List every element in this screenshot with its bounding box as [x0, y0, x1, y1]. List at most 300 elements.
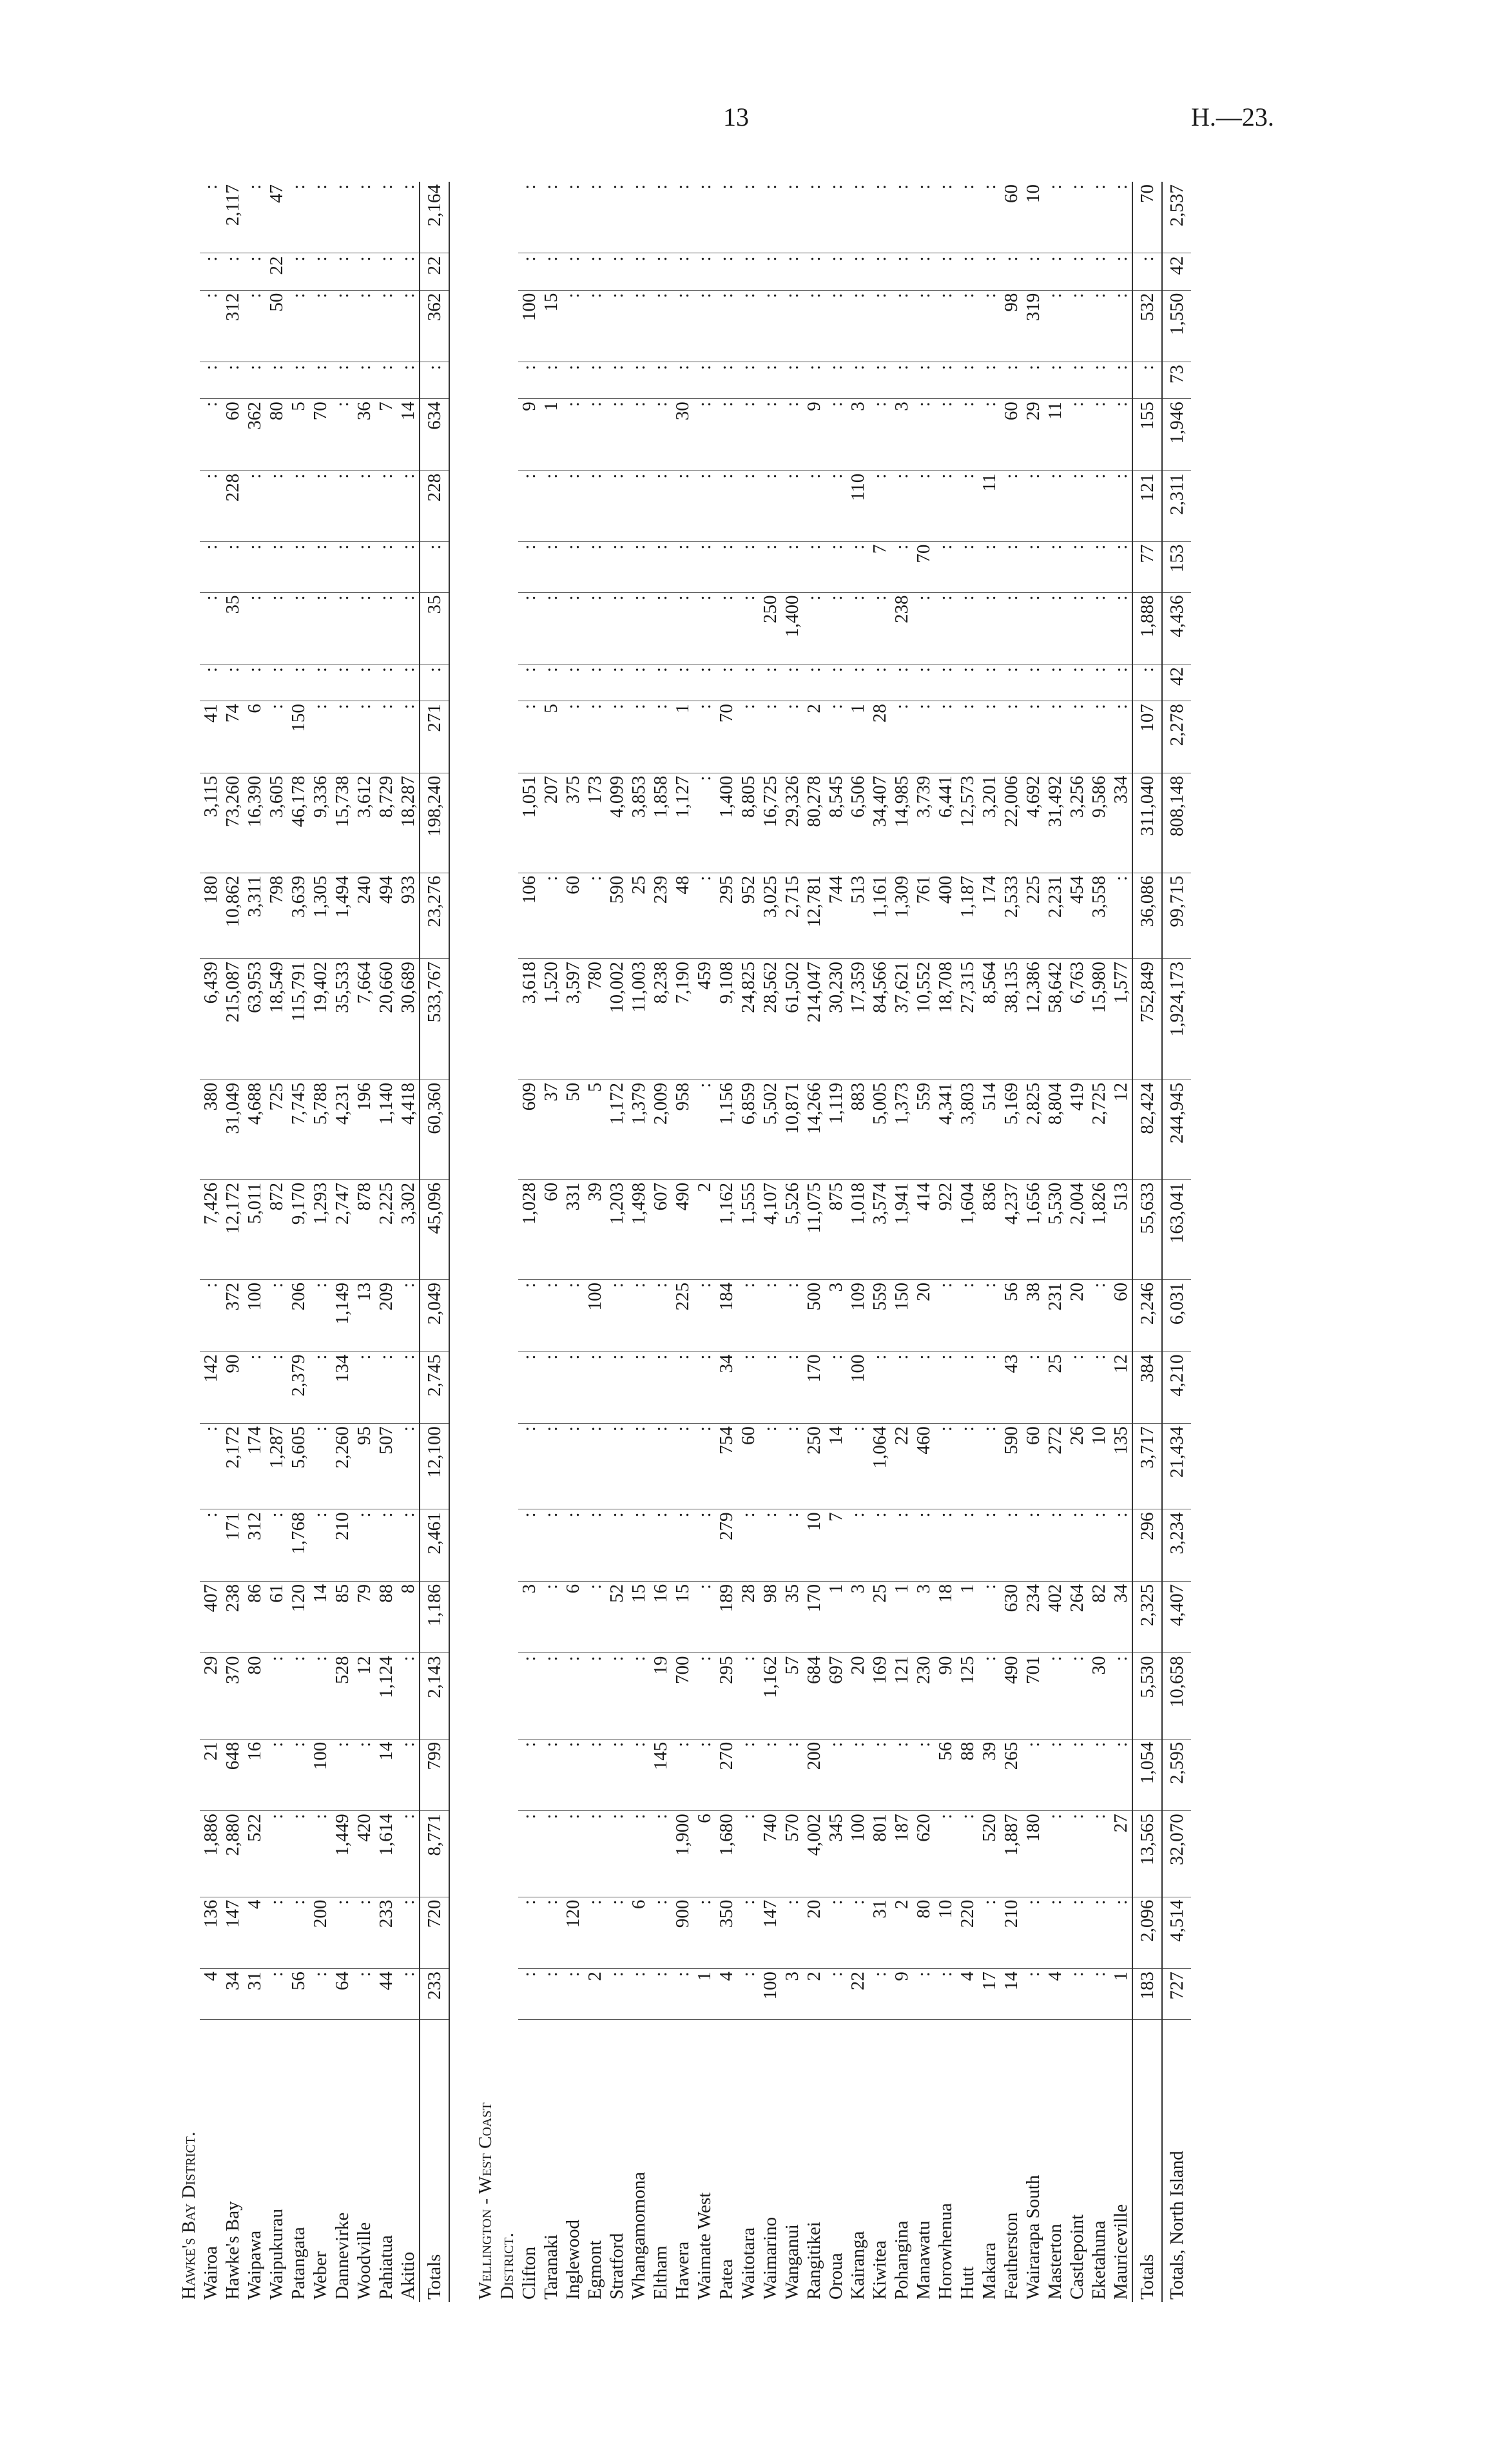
table-cell: 20 [1066, 1280, 1088, 1352]
table-row [353, 182, 375, 2302]
table-cell: : [825, 592, 847, 664]
table-cell: 3 [825, 1280, 847, 1352]
table-cell: 6,031 [1162, 1280, 1191, 1352]
table-cell: 10,002 [606, 959, 628, 1080]
table-cell: 56 [287, 1969, 309, 2020]
table-cell: 155 [1132, 399, 1162, 471]
table-cell: 1,400 [781, 592, 803, 664]
table-cell: 80 [244, 1653, 266, 1739]
table-cell: : [309, 1969, 331, 2020]
table-cell: 187 [891, 1811, 913, 1897]
table-cell: 1,162 [715, 1179, 737, 1279]
table-cell: 34 [222, 1969, 244, 2020]
table-cell: : [803, 182, 825, 253]
table-cell: 60 [1000, 399, 1022, 471]
table-cell: 15 [540, 290, 562, 362]
table-cell: : [693, 664, 715, 701]
table-cell: 2,825 [1022, 1080, 1044, 1179]
table-cell: 34,407 [869, 773, 891, 873]
table-cell: : [891, 253, 913, 290]
table-cell: : [737, 1653, 759, 1739]
table-cell: : [935, 664, 956, 701]
table-cell: : [825, 701, 847, 773]
table-cell: : [693, 1653, 715, 1739]
table-cell: : [1110, 182, 1132, 253]
table-cell: 210 [331, 1509, 353, 1582]
table-cell: : [1110, 1739, 1132, 1811]
table-cell: 922 [935, 1179, 956, 1279]
table-cell: : [869, 1739, 891, 1811]
table-cell: 150 [891, 1280, 913, 1352]
table-cell: : [375, 253, 397, 290]
table-cell: 7,664 [353, 959, 375, 1080]
table-cell: : [222, 253, 244, 290]
table-cell: 47 [266, 182, 287, 253]
table-cell: : [584, 592, 606, 664]
table-cell: : [244, 182, 266, 253]
table-cell: : [266, 1811, 287, 1897]
row-label: Hawera [672, 2241, 693, 2300]
table-cell: 238 [222, 1581, 244, 1653]
table-cell: 70 [715, 701, 737, 773]
table-cell: : [978, 1509, 1000, 1582]
table-cell: : [628, 1352, 650, 1424]
row-label: Pahiatua [376, 2235, 396, 2300]
table-cell: : [737, 701, 759, 773]
table-cell: 56 [1000, 1280, 1022, 1352]
table-cell: : [1000, 470, 1022, 541]
table-cell: : [518, 1653, 540, 1739]
table-cell: 1 [956, 1581, 978, 1653]
table-cell: : [353, 1352, 375, 1424]
row-label: Stratford [606, 2233, 627, 2300]
table-cell: 12,172 [222, 1179, 244, 1279]
table-cell: 8,564 [978, 959, 1000, 1080]
table-cell: 27,315 [956, 959, 978, 1080]
table-cell: : [266, 1739, 287, 1811]
table-cell: 18,549 [266, 959, 287, 1080]
table-cell: : [1088, 1280, 1110, 1352]
table-cell: 10 [803, 1509, 825, 1582]
table-cell: 88 [956, 1739, 978, 1811]
table-cell: 2,461 [420, 1509, 449, 1582]
table-cell: 170 [803, 1352, 825, 1424]
table-cell: 3,739 [913, 773, 935, 873]
table-cell: : [200, 664, 222, 701]
table-cell: 200 [803, 1739, 825, 1811]
table-cell: : [562, 664, 584, 701]
table-cell: : [1088, 1509, 1110, 1582]
table-cell: : [540, 362, 562, 399]
table-cell: : [331, 399, 353, 471]
table-cell: 1,161 [869, 873, 891, 958]
table-cell: : [584, 1509, 606, 1582]
table-cell: : [244, 290, 266, 362]
table-cell: 4 [1044, 1969, 1066, 2020]
table-row [200, 182, 222, 2302]
table-cell: : [715, 290, 737, 362]
table-row [1044, 182, 1066, 2302]
table-cell: : [1110, 664, 1132, 701]
table-cell: 50 [266, 290, 287, 362]
table-cell: : [353, 592, 375, 664]
table-cell: 79 [353, 1581, 375, 1653]
table-cell: 752,849 [1132, 959, 1162, 1080]
table-cell: 57 [781, 1653, 803, 1739]
table-cell: : [803, 592, 825, 664]
table-cell: 73 [1162, 362, 1191, 399]
table-cell: : [266, 1969, 287, 2020]
table-cell: 3 [913, 1581, 935, 1653]
page-number: 13 [723, 102, 749, 131]
table-cell: 1,127 [672, 773, 693, 873]
table-cell: 22,006 [1000, 773, 1022, 873]
table-cell: 4,407 [1162, 1581, 1191, 1653]
table-cell: : [540, 1424, 562, 1509]
table-cell: : [353, 541, 375, 592]
table-cell: : [803, 290, 825, 362]
table-cell: : [1132, 253, 1162, 290]
table-cell: : [309, 1424, 331, 1509]
table-cell: : [781, 541, 803, 592]
table-cell: 39 [978, 1739, 1000, 1811]
table-cell: : [825, 182, 847, 253]
table-cell: 8,238 [650, 959, 672, 1080]
row-label: Patangata [288, 2227, 309, 2300]
table-cell: : [956, 253, 978, 290]
table-cell: : [244, 664, 266, 701]
table-row [781, 182, 803, 2302]
table-row [287, 182, 309, 2302]
table-cell: 1,054 [1132, 1739, 1162, 1811]
table-cell: 2,164 [420, 182, 449, 253]
table-cell: 634 [420, 399, 449, 471]
table-cell: : [518, 592, 540, 664]
table-cell: 2,225 [375, 1179, 397, 1279]
table-cell: : [737, 592, 759, 664]
table-cell: : [693, 290, 715, 362]
row-label: Weber [310, 2251, 331, 2300]
table-cell: 12 [1110, 1080, 1132, 1179]
row-label: Hawke's Bay District. [179, 2131, 199, 2300]
table-cell: 18,287 [397, 773, 420, 873]
table-cell: 99,715 [1162, 873, 1191, 958]
table-cell: : [781, 1352, 803, 1424]
table-cell: : [913, 1352, 935, 1424]
table-cell: : [1088, 182, 1110, 253]
table-cell: 28,562 [759, 959, 781, 1080]
table-cell: : [331, 664, 353, 701]
table-cell: : [200, 1280, 222, 1352]
table-cell: 700 [672, 1653, 693, 1739]
table-cell: 2,049 [420, 1280, 449, 1352]
table-cell: : [562, 1969, 584, 2020]
row-label: Hutt [957, 2266, 978, 2300]
table-cell: : [956, 592, 978, 664]
table-cell: : [266, 362, 287, 399]
table-cell: : [200, 182, 222, 253]
table-cell: : [891, 701, 913, 773]
table-row [584, 182, 606, 2302]
table-cell: 6 [562, 1581, 584, 1653]
table-cell: 2,260 [331, 1424, 353, 1509]
table-cell: : [540, 1581, 562, 1653]
table-cell: : [1110, 399, 1132, 471]
table-cell: : [1088, 1811, 1110, 1897]
table-cell: : [672, 1352, 693, 1424]
table-cell: : [397, 1739, 420, 1811]
table-row [715, 182, 737, 2302]
table-cell: 214,047 [803, 959, 825, 1080]
table-cell: : [200, 592, 222, 664]
table-cell: : [781, 1280, 803, 1352]
table-row [913, 182, 935, 2302]
table-cell: : [781, 1509, 803, 1582]
table-cell: : [737, 1811, 759, 1897]
table-cell: 1 [540, 399, 562, 471]
table-cell: 36 [353, 399, 375, 471]
table-cell: 2,880 [222, 1811, 244, 1897]
table-cell: 86 [244, 1581, 266, 1653]
row-label: Horowhenua [935, 2203, 956, 2300]
table-cell: : [1088, 1897, 1110, 1969]
table-cell: : [518, 664, 540, 701]
table-cell: : [584, 873, 606, 958]
table-cell: : [397, 362, 420, 399]
table-cell: : [266, 1509, 287, 1582]
table-cell: : [1000, 541, 1022, 592]
table-cell: 44 [375, 1969, 397, 2020]
table-cell: 196 [353, 1080, 375, 1179]
table-cell: : [1088, 290, 1110, 362]
table-cell: : [650, 253, 672, 290]
table-cell: : [935, 1811, 956, 1897]
table-cell: 13,565 [1132, 1811, 1162, 1897]
table-cell: : [287, 470, 309, 541]
table-cell: 4,002 [803, 1811, 825, 1897]
table-row [606, 182, 628, 2302]
table-cell: : [331, 1897, 353, 1969]
table-cell: : [1000, 362, 1022, 399]
table-cell: : [628, 1280, 650, 1352]
table-cell: : [715, 470, 737, 541]
table-cell: 9,336 [309, 773, 331, 873]
table-cell: : [1088, 1739, 1110, 1811]
table-cell: : [518, 1280, 540, 1352]
table-cell: 14,266 [803, 1080, 825, 1179]
table-cell: 233 [420, 1969, 449, 2020]
table-cell: 3,234 [1162, 1509, 1191, 1582]
table-cell: : [672, 253, 693, 290]
table-cell: : [606, 1811, 628, 1897]
row-label: Waipukurau [266, 2208, 287, 2300]
table-cell: 2,595 [1162, 1739, 1191, 1811]
table-cell: : [562, 253, 584, 290]
table-cell: 1,400 [715, 773, 737, 873]
table-cell: : [1110, 470, 1132, 541]
table-cell: : [628, 362, 650, 399]
table-cell: 490 [672, 1179, 693, 1279]
table-cell: 14 [375, 1739, 397, 1811]
table-cell: : [847, 1897, 869, 1969]
table-cell: : [847, 182, 869, 253]
table-cell: : [1066, 541, 1088, 592]
table-cell: 29,326 [781, 773, 803, 873]
row-label: Featherston [1001, 2212, 1022, 2300]
table-cell: : [628, 290, 650, 362]
table-cell: 4 [956, 1969, 978, 2020]
table-cell: : [847, 1424, 869, 1509]
row-label: Kairanga [848, 2231, 868, 2300]
table-cell: : [1066, 592, 1088, 664]
table-cell: : [803, 664, 825, 701]
table-cell: : [737, 399, 759, 471]
table-cell: : [956, 664, 978, 701]
table-cell: 2,745 [420, 1352, 449, 1424]
table-cell: : [913, 399, 935, 471]
table-cell: 38 [1022, 1280, 1044, 1352]
table-cell: : [584, 1581, 606, 1653]
table-cell: : [584, 182, 606, 253]
table-cell: 70 [913, 541, 935, 592]
table-cell: : [606, 1739, 628, 1811]
table-cell: : [540, 1352, 562, 1424]
table-cell: 701 [1022, 1653, 1044, 1739]
table-cell: : [562, 592, 584, 664]
table-cell: : [1044, 253, 1066, 290]
table-cell: : [737, 1509, 759, 1582]
table-row [759, 182, 781, 2302]
table-cell: : [825, 1352, 847, 1424]
table-cell: 5,502 [759, 1080, 781, 1179]
table-cell: : [759, 253, 781, 290]
table-cell: : [1044, 1653, 1066, 1739]
table-cell: 2,311 [1162, 470, 1191, 541]
table-cell: 528 [331, 1653, 353, 1739]
table-cell: 17,359 [847, 959, 869, 1080]
table-cell: 10,552 [913, 959, 935, 1080]
table-cell: : [397, 592, 420, 664]
table-cell: 120 [562, 1897, 584, 1969]
table-cell: : [913, 253, 935, 290]
table-cell: 1,449 [331, 1811, 353, 1897]
row-label: Totals [420, 2020, 449, 2303]
table-cell: : [1044, 290, 1066, 362]
row-label: District. [497, 2233, 518, 2300]
table-cell: 15,738 [331, 773, 353, 873]
table-cell: : [693, 1080, 715, 1179]
table-cell: : [1000, 1509, 1022, 1582]
table-cell: 740 [759, 1811, 781, 1897]
table-cell: : [375, 1509, 397, 1582]
table-cell: 50 [562, 1080, 584, 1179]
table-cell: 2,096 [1132, 1897, 1162, 1969]
table-cell: 30,230 [825, 959, 847, 1080]
table-cell: 32,070 [1162, 1811, 1191, 1897]
table-cell: 233 [375, 1897, 397, 1969]
table-cell: : [518, 253, 540, 290]
table-cell: 147 [222, 1897, 244, 1969]
table-cell: : [331, 592, 353, 664]
table-cell: 279 [715, 1509, 737, 1582]
table-cell: : [628, 1969, 650, 2020]
table-cell: 370 [222, 1653, 244, 1739]
table-cell: 883 [847, 1080, 869, 1179]
table-cell: 60 [222, 399, 244, 471]
table-cell: 134 [331, 1352, 353, 1424]
table-cell: : [1022, 592, 1044, 664]
table-cell: 3,256 [1066, 773, 1088, 873]
table-cell: : [287, 290, 309, 362]
table-cell: : [1110, 1897, 1132, 1969]
table-cell: 29 [1022, 399, 1044, 471]
table-cell: : [935, 470, 956, 541]
table-cell: : [737, 253, 759, 290]
table-cell: : [353, 701, 375, 773]
table-cell: 100 [847, 1811, 869, 1897]
row-label: Masterton [1045, 2224, 1065, 2300]
table-cell: 362 [244, 399, 266, 471]
table-cell: : [1044, 1897, 1066, 1969]
table-cell: 206 [287, 1280, 309, 1352]
table-cell: 180 [200, 873, 222, 958]
table-cell: : [331, 182, 353, 253]
table-cell: : [737, 1739, 759, 1811]
table-cell: 872 [266, 1179, 287, 1279]
table-cell: : [737, 664, 759, 701]
table-cell: : [200, 362, 222, 399]
table-cell: 4,210 [1162, 1352, 1191, 1424]
table-cell: 98 [759, 1581, 781, 1653]
table-cell: : [693, 1352, 715, 1424]
table-cell: 27 [1110, 1811, 1132, 1897]
table-cell: : [1110, 362, 1132, 399]
table-cell: 12,100 [420, 1424, 449, 1509]
table-cell: 312 [244, 1509, 266, 1582]
table-cell: : [518, 470, 540, 541]
table-cell: : [540, 470, 562, 541]
table-cell: : [518, 1969, 540, 2020]
table-cell: : [978, 664, 1000, 701]
table-cell: : [935, 182, 956, 253]
table-cell: : [956, 701, 978, 773]
table-cell: 10 [1022, 182, 1044, 253]
table-cell: : [1088, 541, 1110, 592]
table-cell: : [518, 701, 540, 773]
table-cell: 80 [913, 1897, 935, 1969]
table-cell: 3,618 [518, 959, 540, 1080]
table-cell: 1,309 [891, 873, 913, 958]
table-cell: : [869, 399, 891, 471]
table-cell: : [847, 664, 869, 701]
table-cell: 239 [650, 873, 672, 958]
table-cell: : [1066, 290, 1088, 362]
table-cell: : [759, 1424, 781, 1509]
table-cell: : [397, 1509, 420, 1582]
table-cell: 380 [200, 1080, 222, 1179]
table-cell: 3 [891, 399, 913, 471]
table-cell: : [781, 1897, 803, 1969]
table-row [869, 182, 891, 2302]
row-label: Whangamomona [628, 2171, 649, 2300]
table-cell: 1,614 [375, 1811, 397, 1897]
table-cell: 5 [540, 701, 562, 773]
table-cell: : [737, 1897, 759, 1969]
table-cell: 109 [847, 1280, 869, 1352]
table-cell: : [244, 470, 266, 541]
table-row [244, 182, 266, 2302]
table-row [1000, 182, 1022, 2302]
